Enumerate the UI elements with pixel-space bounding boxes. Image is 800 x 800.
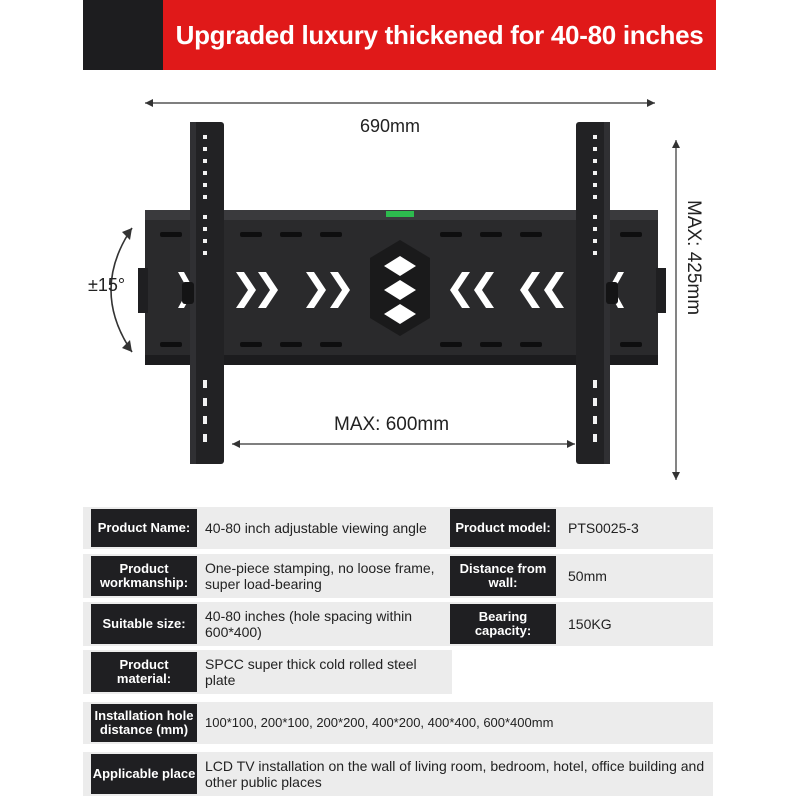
spec-value-bearing: 150KG bbox=[568, 616, 612, 632]
spec-value-place: LCD TV installation on the wall of living room, bedroom, hotel, office building and other public places bbox=[205, 758, 705, 790]
spec-label-distance: Distance from wall: bbox=[450, 556, 556, 596]
hole-span-dimension-line bbox=[232, 440, 575, 448]
spec-label-material: Product material: bbox=[91, 652, 197, 692]
spec-value-workmanship: One-piece stamping, no loose frame, super load-bearing bbox=[205, 560, 435, 592]
banner-title: Upgraded luxury thickened for 40-80 inches bbox=[175, 19, 704, 50]
spec-label-suitable-size: Suitable size: bbox=[91, 604, 197, 644]
height-dimension-label: MAX: 425mm bbox=[683, 200, 704, 316]
hole-span-dimension-label: MAX: 600mm bbox=[334, 414, 450, 435]
width-dimension-line bbox=[145, 99, 655, 107]
spec-value-suitable-size: 40-80 inches (hole spacing within 600*400) bbox=[205, 608, 413, 640]
right-vertical-arm bbox=[576, 122, 618, 464]
spec-label-bearing: Bearing capacity: bbox=[450, 604, 556, 644]
width-dimension-label: 690mm bbox=[360, 116, 421, 136]
spec-label-hole-distance: Installation hole distance (mm) bbox=[91, 704, 197, 742]
spec-value-product-model: PTS0025-3 bbox=[568, 520, 639, 536]
spec-label-product-name: Product Name: bbox=[91, 509, 197, 547]
spec-row-material-blank bbox=[452, 648, 717, 696]
banner-accent-block bbox=[83, 0, 163, 70]
height-dimension-line bbox=[672, 140, 680, 480]
spec-value-product-name: 40-80 inch adjustable viewing angle bbox=[205, 520, 427, 536]
spec-label-place: Applicable place bbox=[91, 754, 197, 794]
spec-value-distance: 50mm bbox=[568, 568, 607, 584]
tilt-angle-label: ±15° bbox=[88, 275, 126, 295]
spec-value-material: SPCC super thick cold rolled steel plate bbox=[205, 656, 417, 688]
spec-label-workmanship: Product workmanship: bbox=[91, 556, 197, 596]
left-vertical-arm bbox=[182, 122, 224, 464]
spec-value-hole-distance: 100*100, 200*100, 200*200, 400*200, 400*400, 600*400mm bbox=[205, 715, 554, 730]
spec-label-product-model: Product model: bbox=[450, 509, 556, 547]
